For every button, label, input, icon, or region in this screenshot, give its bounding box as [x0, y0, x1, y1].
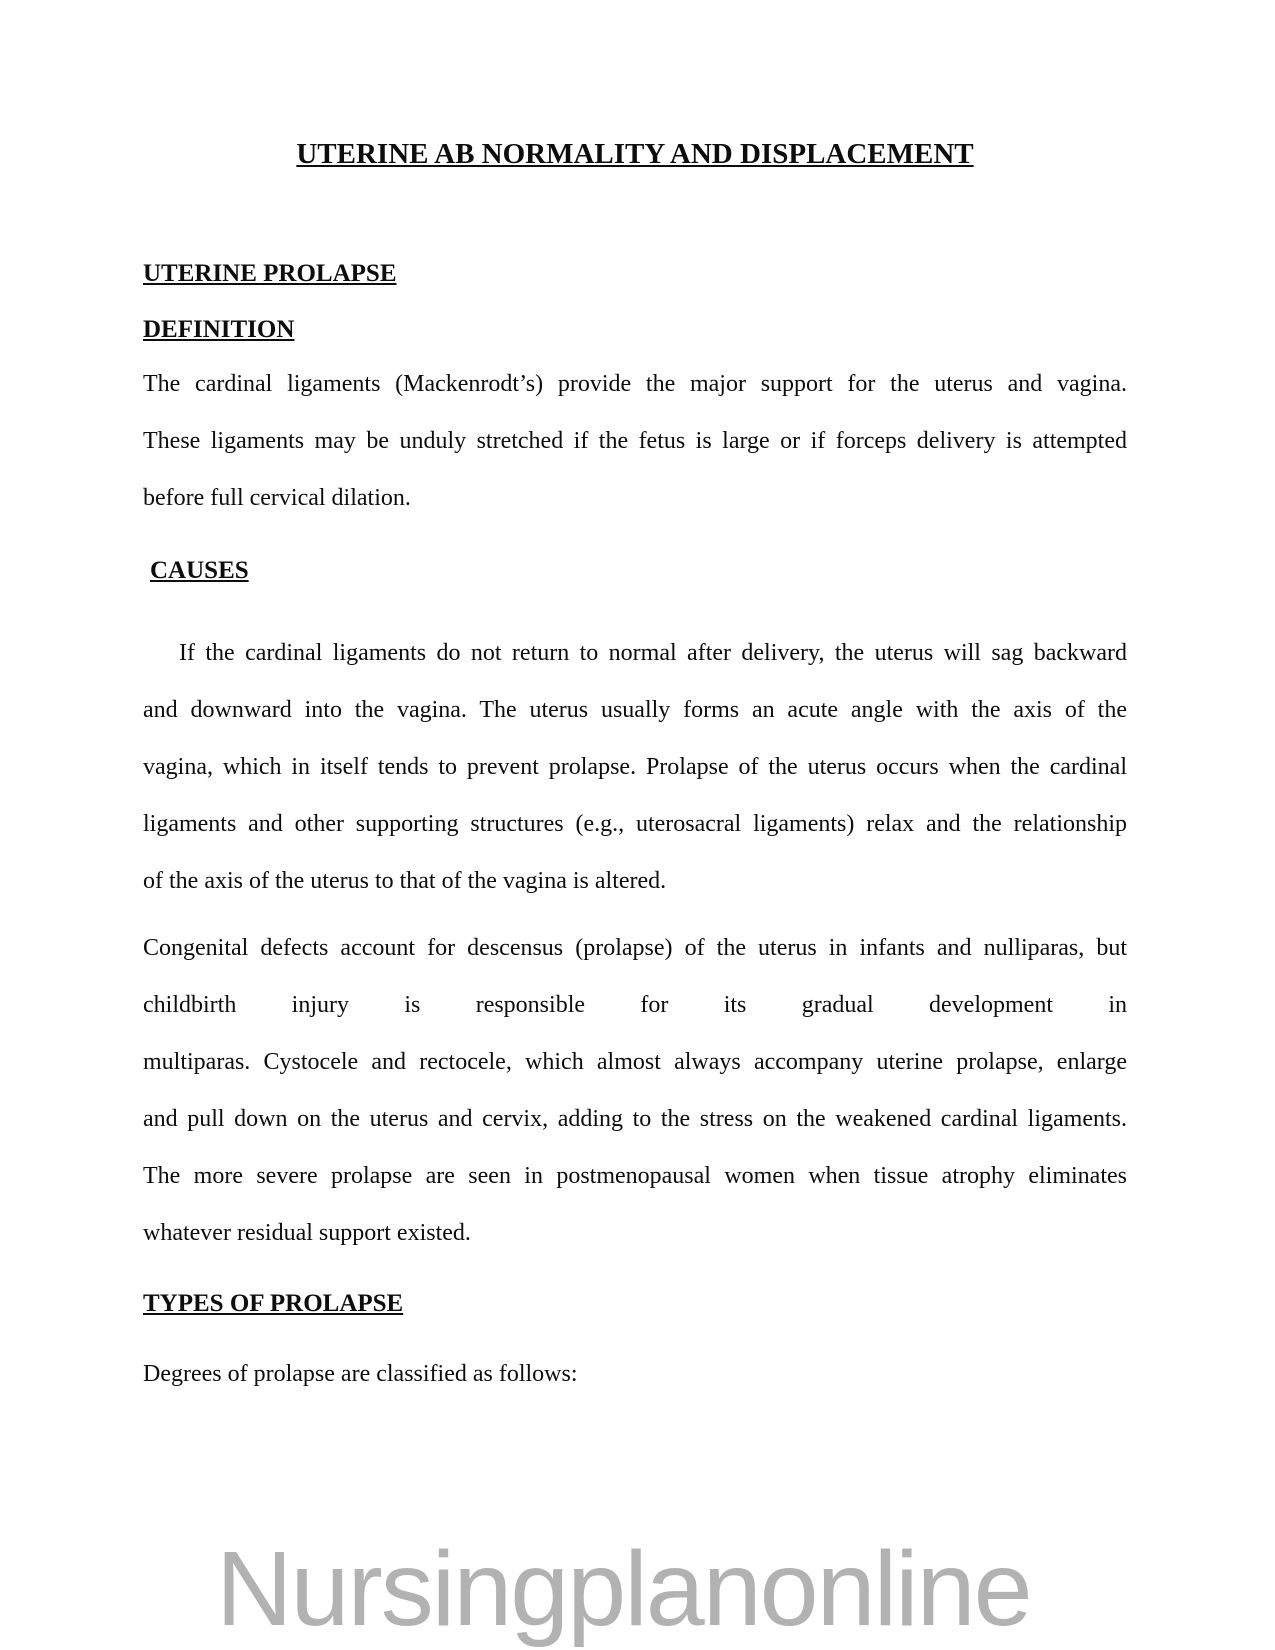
text-line: Congenital defects account for descensus (prolapse) of the uterus in infants and nulliparas, but: [143, 935, 1127, 961]
definition-paragraph: [143, 356, 1127, 527]
text-line: and downward into the vagina. The uterus usually forms an acute angle with the axis of the: [143, 697, 1127, 723]
text-line: and pull down on the uterus and cervix, adding to the stress on the weakened cardinal ligaments.: [143, 1106, 1127, 1132]
text-line: If the cardinal ligaments do not return to normal after delivery, the uterus will sag backward: [179, 640, 1127, 666]
text-line: The cardinal ligaments (Mackenrodt’s) provide the major support for the uterus and vagina.: [143, 371, 1127, 397]
page-title: UTERINE AB NORMALITY AND DISPLACEMENT: [296, 138, 974, 170]
text-line: childbirth injury is responsible for its gradual development in: [143, 992, 1127, 1018]
causes-paragraph: [143, 625, 1127, 910]
text-line: before full cervical dilation.: [143, 485, 411, 511]
text-line: The more severe prolapse are seen in postmenopausal women when tissue atrophy eliminates: [143, 1163, 1127, 1189]
text-line: multiparas. Cystocele and rectocele, which almost always accompany uterine prolapse, enlarge: [143, 1049, 1127, 1075]
text-line: of the axis of the uterus to that of the vagina is altered.: [143, 868, 667, 894]
heading-types-of-prolapse: TYPES OF PROLAPSE: [143, 1290, 404, 1317]
nursingplanonline-watermark: Nursingplanonline: [216, 1530, 1031, 1648]
text-line: vagina, which in itself tends to prevent prolapse. Prolapse of the uterus occurs when the cardinal: [143, 754, 1127, 780]
text-line: whatever residual support existed.: [143, 1220, 471, 1246]
heading-uterine-prolapse: UTERINE PROLAPSE: [143, 260, 397, 287]
heading-causes: CAUSES: [150, 557, 249, 584]
text-line: ligaments and other supporting structures (e.g., uterosacral ligaments) relax and the relationship: [143, 811, 1127, 837]
types-intro-paragraph: [143, 1346, 1127, 1403]
text-line: These ligaments may be unduly stretched if the fetus is large or if forceps delivery is attempted: [143, 428, 1127, 454]
text-line: Degrees of prolapse are classified as follows:: [143, 1361, 578, 1387]
development-paragraph: [143, 920, 1127, 1262]
heading-definition: DEFINITION: [143, 316, 295, 343]
